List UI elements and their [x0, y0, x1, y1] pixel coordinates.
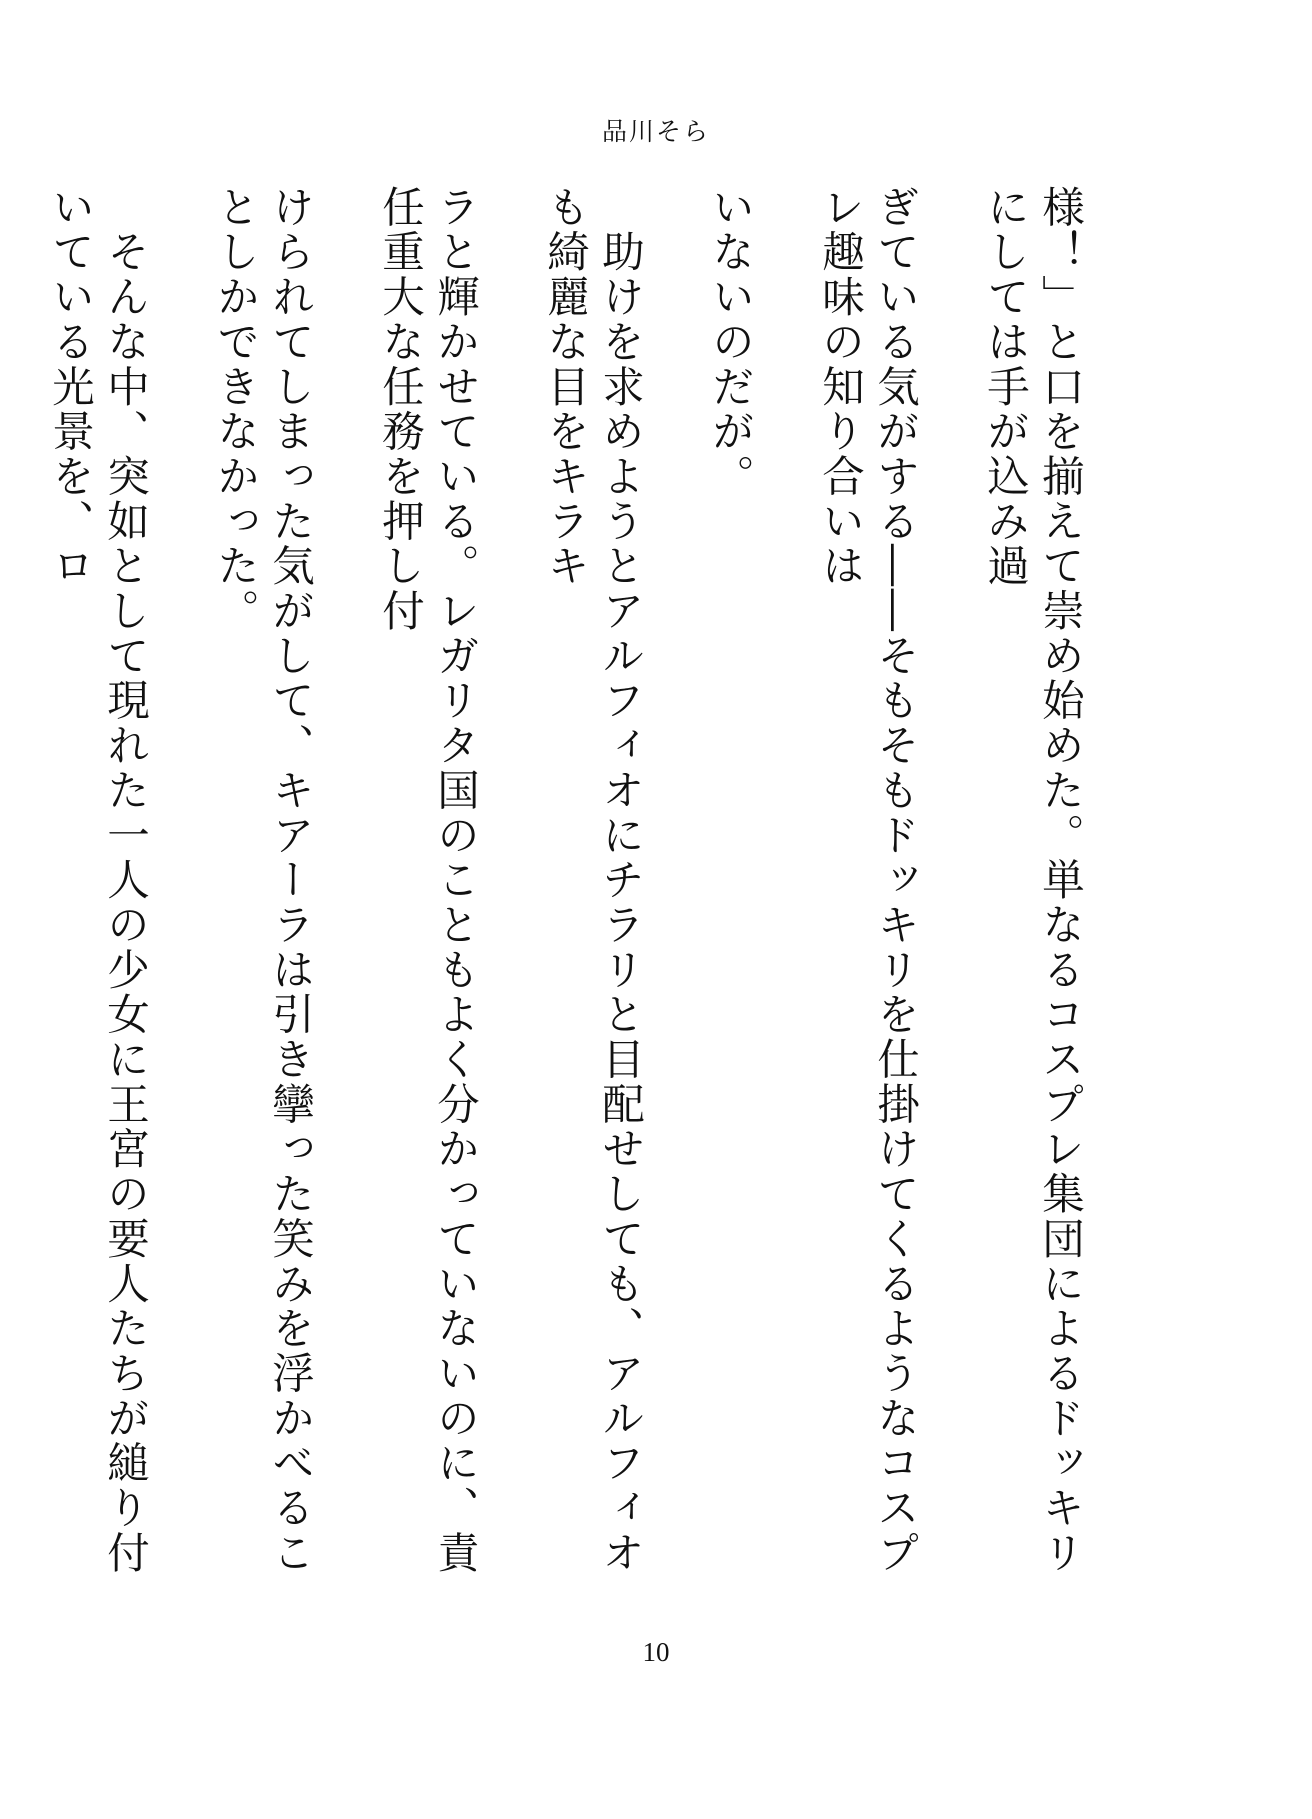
- vertical-body-text: [45, 185, 1142, 1615]
- text-line: 様！」と口を揃えて崇め始めた。単なるコスプレ集団によるドッキリにしては手が込み過: [980, 185, 1084, 1576]
- page-number: 10: [642, 1637, 670, 1667]
- running-header-author: 品川そら: [601, 117, 710, 146]
- text-block-1: [0, 185, 1142, 1615]
- text-line: けられてしまった気がして、キアーラは引き攣った笑みを浮かべることしかできなかった。: [210, 185, 314, 1576]
- text-line: ラと輝かせている。レガリタ国のこともよく分かっていないのに、責任重大な任務を押し付: [375, 185, 479, 1576]
- text-line: ぎている気がする――そもそもドッキリを仕掛けてくるようなコスプレ趣味の知り合いは: [815, 185, 919, 1576]
- text-line: いないのだが。: [705, 185, 754, 499]
- text-line: 助けを求めようとアルフィオにチラリと目配せしても、アルフィオも綺麗な目をキラキ: [540, 185, 644, 1576]
- text-line: そんな中、突如として現れた一人の少女に王宮の要人たちが縋り付いている光景を、ロ: [45, 185, 149, 1576]
